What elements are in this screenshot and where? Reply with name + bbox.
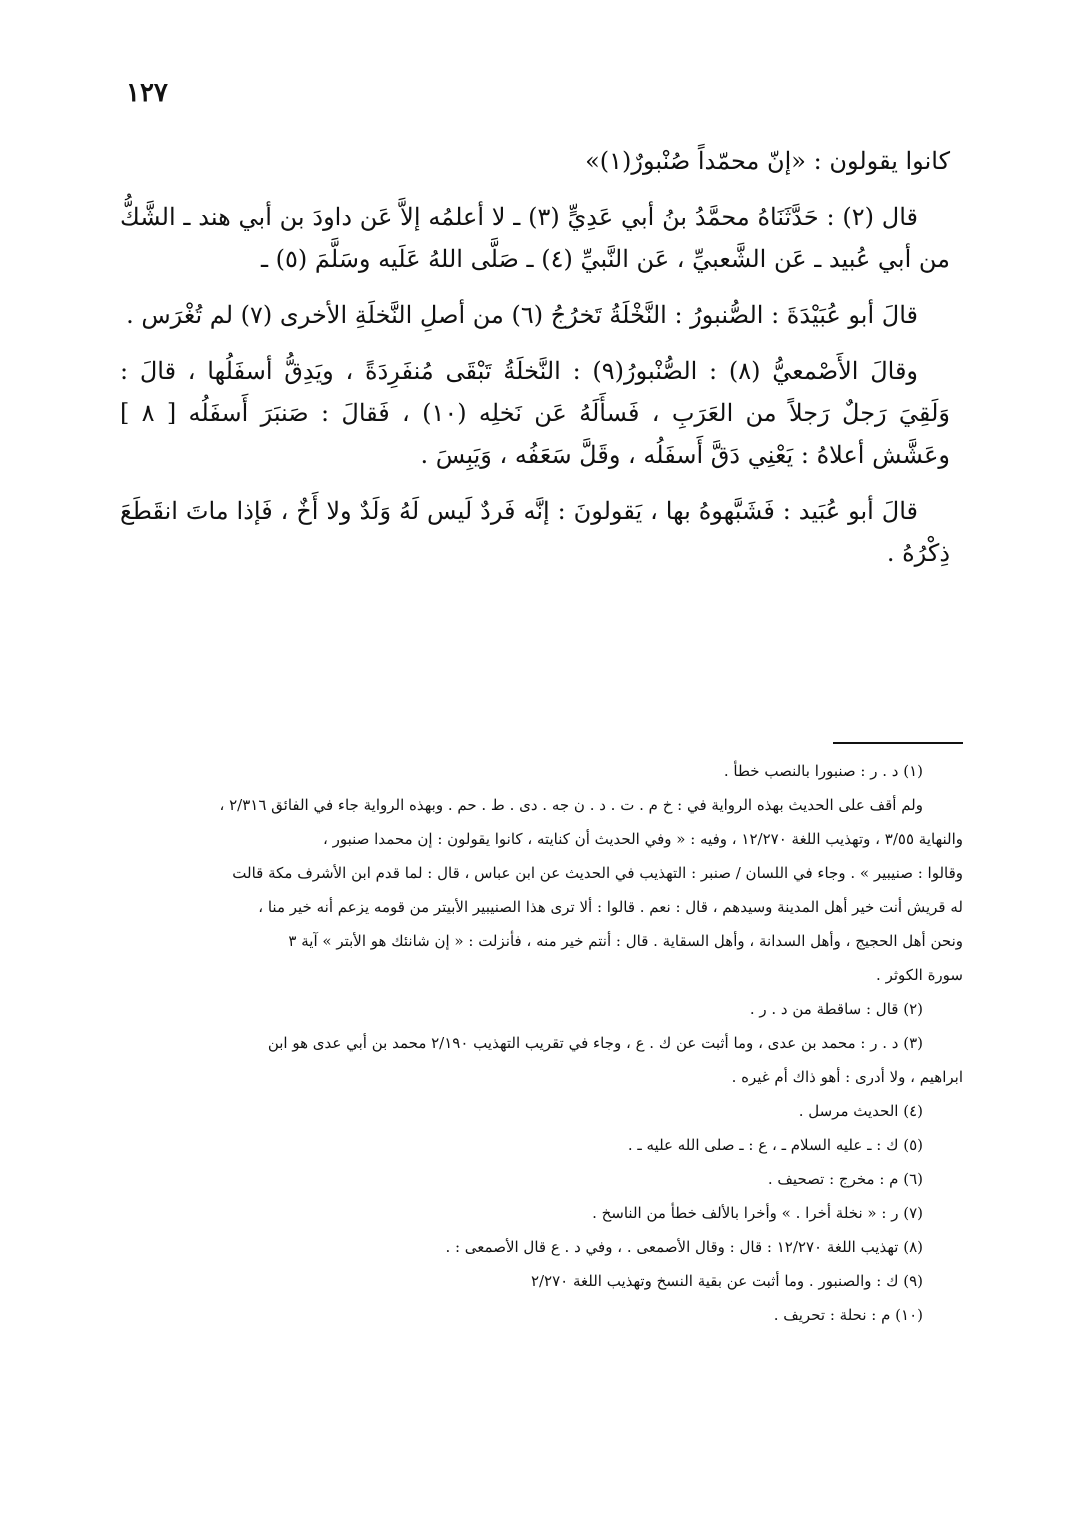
footnote-1-line-2: ولم أقف على الحديث بهذه الرواية في : خ م . ت . د . ن جه . دى . ط . حم . وبهذه الرواية جاء في الفائق ٢/٣١٦ ، (219, 796, 923, 814)
footnote-1-line-7: سورة الكوثر . (876, 966, 963, 984)
footnote-1-line-3: والنهاية ٣/٥٥ ، وتهذيب اللغة ١٢/٢٧٠ ، وفيه : « وفي الحديث أن كنايته ، كانوا يقولون : إن محمدا صنبور ، (323, 830, 963, 848)
footnote-1-line-6: ونحن أهل الحجيج ، وأهل السدانة ، وأهل السقاية . قال : أنتم خير منه ، فأنزلت : « إن شانئك هو الأبتر » آية ٣ (288, 932, 963, 950)
footnote-2: (٢) قال : ساقطة من د . ر . (749, 1000, 923, 1018)
paragraph-3: قالَ أبو عُبَيْدَةَ : الصُّنبورُ : النَّخْلَةُ تَخرُجُ (٦) من أصلِ النَّخلَةِ الأخرى (٧) لم تُغْرَس . (126, 301, 918, 329)
footnote-7: (٧) ر : « نخلة أخرا . » وأخرا بالألف خطأ من الناسخ . (592, 1204, 923, 1222)
footnote-1-line-4: وقالوا : صنيبير » . وجاء في اللسان / صنبر : التهذيب في الحديث عن ابن عباس ، قال : لما قدم ابن الأشرف مكة قالت (232, 864, 963, 882)
page-number: ١٢٧ (126, 78, 168, 108)
footnote-3-line-1: (٣) د . ر : محمد بن عدى ، وما أثبت عن ك . ع ، وجاء في تقريب التهذيب ٢/١٩٠ محمد بن أبي عدى هو ابن (267, 1034, 923, 1052)
paragraph-1: كانوا يقولون : «إنّ محمّداً صُنْبورٌ(١)» (585, 147, 950, 175)
footnote-4: (٤) الحديث مرسل . (798, 1102, 923, 1120)
footnote-8: (٨) تهذيب اللغة ١٢/٢٧٠ : قال : وقال الأصمعى . ، وفي د . ع قال الأصمعى : . (445, 1238, 923, 1256)
paragraph-2: قال (٢) : حَدَّثَنَاهُ محمَّدُ بنُ أبي عَدِيٍّ (٣) ـ لا أعلمُه إلاَّ عَن داودَ بن أبي هند ـ الشَّكُّ من أبي عُبيد ـ عَن الشَّعبيِّ ، عَن النَّبيِّ (٤) ـ صَلَّى اللهُ عَلَيه وسَلَّمَ (٥) ـ (120, 203, 950, 273)
footnote-5: (٥) ك : ـ عليه السلام ـ ، ع : ـ صلى الله عليه ـ . (627, 1136, 923, 1154)
footnote-10: (١٠) م : نحلة : تحريف . (773, 1306, 923, 1324)
footnote-1-line-5: له قريش أنت خير أهل المدينة وسيدهم ، قال : نعم . قالوا : ألا ترى هذا الصنيبير الأبيتر من قومه يزعم أنه خير منا ، (258, 898, 963, 916)
footnote-separator (833, 742, 963, 744)
footnote-6: (٦) م : مخرج : تصحيف . (767, 1170, 923, 1188)
paragraph-5: قالَ أبو عُبَيد : فَشَبَّهوهُ بها ، يَقولونَ : إنَّه فَردٌ لَيس لَهُ وَلَدٌ ولا أَخٌ ، فَإذا ماتَ انقَطَعَ ذِكْرُهُ . (120, 497, 950, 567)
footnote-1 (118, 754, 963, 992)
footnote-1-line-1: (١) د . ر : صنبورا بالنصب خطأ . (723, 762, 923, 780)
footnotes (118, 754, 963, 1332)
footnote-9: (٩) ك : والصنبور . وما أثبت عن بقية النسخ وتهذيب اللغة ٢/٢٧٠ (530, 1272, 923, 1290)
paragraph-4: وقالَ الأَصْمعيُّ (٨) : الصُّنْبورُ(٩) : النَّخلَةُ تَبْقَى مُنفَرِدَةً ، ويَدِقُّ أسفَلُها ، قالَ : وَلَقِيَ رَجلٌ رَجلاً من العَرَبِ ، فَسأَلَهُ عَن نَخلِه (١٠) ، فَقالَ : صَنبَرَ أَسفَلُه [ ٨ ] وعَشَّش أعلاهُ : يَعْنِي دَقَّ أَسفَلُه ، وقَلَّ سَعَفُه ، وَيَبِسَ . (120, 357, 950, 469)
footnote-3 (118, 1026, 963, 1094)
footnote-3-line-2: ابراهيم ، ولا أدرى : أهو ذاك أم غيره . (731, 1068, 963, 1086)
main-text (120, 140, 950, 574)
